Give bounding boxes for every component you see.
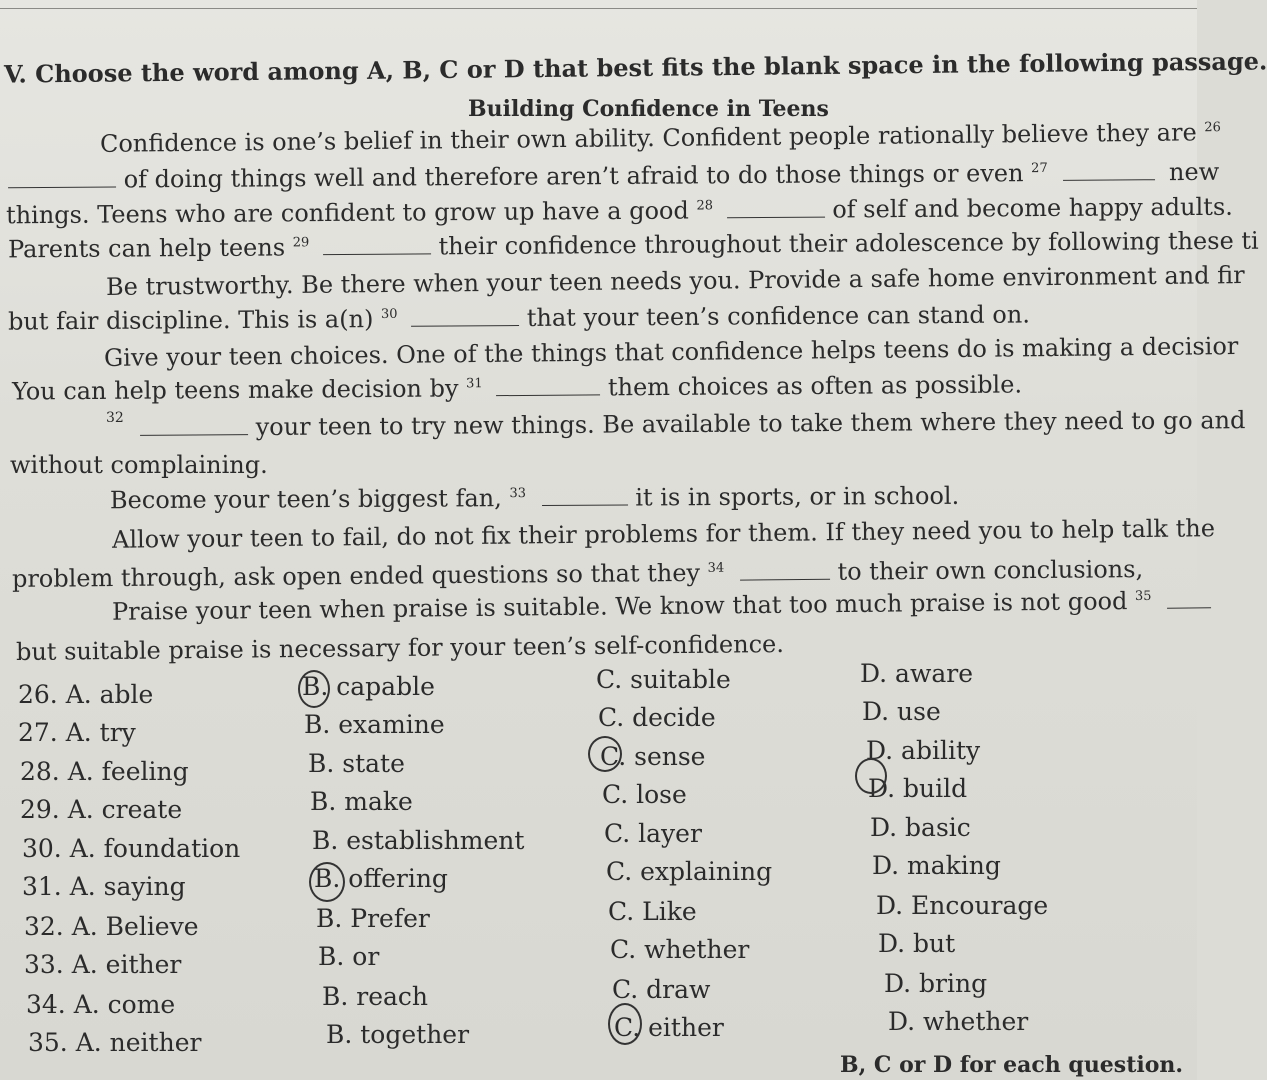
blank-31 — [496, 376, 600, 396]
passage-line-10: without complaining. — [10, 451, 268, 479]
question-31-option-c: C. explaining — [606, 857, 773, 886]
passage-line-7: Give your teen choices. One of the things that confidence helps teens do is making a decisior — [103, 332, 1239, 372]
passage-line-2: of doing things well and therefore aren’t afraid to do those things or even $^{27}$ new — [8, 158, 1219, 194]
blank-number-26: 26 — [1204, 120, 1221, 136]
question-34-option-a: 34. A. come — [26, 990, 176, 1019]
question-27-option-c: C. decide — [598, 703, 716, 732]
blank-28 — [727, 199, 825, 219]
passage-title: Building Confidence in Teens — [468, 96, 829, 122]
passage-line-15: but suitable praise is necessary for your teen’s self-confidence. — [15, 629, 785, 667]
question-27-option-a: 27. A. try — [18, 718, 136, 747]
blank-number-35: 35 — [1134, 588, 1152, 605]
blank-number-31: 31 — [466, 376, 483, 392]
instruction-footer: B, C or D for each question. — [840, 1052, 1184, 1078]
question-28-option-c: C. sense — [600, 742, 706, 771]
question-27-option-d: D. use — [862, 697, 941, 726]
question-31-option-d: D. making — [872, 851, 1001, 880]
question-29-option-c: C. lose — [602, 780, 687, 809]
passage-line-12: Allow your teen to fail, do not fix their problems for them. If they need you to help talk the — [111, 514, 1216, 554]
passage-line-8: You can help teens make decision by $^{31}$ them choices as often as possible. — [11, 370, 1023, 406]
question-29-option-a: 29. A. create — [20, 795, 183, 824]
blank-33 — [542, 487, 628, 506]
question-33-option-b: B. or — [318, 942, 380, 971]
question-26-option-b: B. capable — [302, 672, 435, 701]
passage-line-4: Parents can help teens $^{29}$ their confidence throughout their adolescence by following these ti — [7, 226, 1259, 264]
question-26-option-a: 26. A. able — [18, 680, 154, 709]
answer-circle-35 — [608, 1003, 642, 1045]
question-35-option-a: 35. A. neither — [28, 1028, 202, 1057]
question-28-option-a: 28. A. feeling — [20, 757, 189, 786]
question-29-option-d: D. build — [868, 774, 968, 803]
question-29-option-b: B. make — [310, 787, 413, 816]
question-33-option-c: C. whether — [610, 935, 750, 964]
question-26-option-d: D. aware — [860, 659, 974, 688]
question-35-option-d: D. whether — [888, 1007, 1029, 1036]
blank-number-27: 27 — [1031, 160, 1048, 177]
question-26-option-c: C. suitable — [596, 665, 731, 694]
question-35-option-b: B. together — [326, 1020, 470, 1049]
blank-number-29: 29 — [292, 235, 310, 251]
question-34-option-c: C. draw — [612, 975, 711, 1004]
blank-34 — [740, 561, 830, 581]
answer-circle-28 — [588, 736, 622, 772]
top-rule — [0, 8, 1197, 9]
answer-circle-26 — [298, 670, 330, 708]
blank-27 — [1063, 161, 1155, 181]
question-31-option-b: B. offering — [314, 864, 448, 893]
blank-number-32: 32 — [106, 410, 124, 426]
question-34-option-b: B. reach — [322, 982, 429, 1011]
question-30-option-d: D. basic — [870, 813, 971, 842]
passage-line-13: problem through, ask open ended questions so that they $^{34}$ to their own conclusions, — [11, 555, 1144, 593]
passage-line-1: Confidence is one’s belief in their own ability. Confident people rationally believe they are $^{26}$ — [99, 118, 1221, 158]
question-28-option-b: B. state — [308, 749, 405, 778]
passage-line-3: things. Teens who are confident to grow up have a good $^{28}$ of self and become happy adults. — [5, 192, 1233, 230]
question-32-option-a: 32. A. Believe — [24, 912, 199, 941]
question-30-option-a: 30. A. foundation — [22, 834, 241, 863]
blank-29 — [323, 235, 431, 255]
question-35-option-c: C. either — [614, 1013, 724, 1042]
blank-number-33: 33 — [509, 486, 527, 502]
answer-circle-31 — [309, 862, 345, 902]
passage-line-11: Become your teen’s biggest fan, $^{33}$ it is in sports, or in school. — [109, 481, 960, 515]
blank-35 — [1167, 589, 1211, 608]
question-33-option-a: 33. A. either — [24, 950, 182, 979]
question-31-option-a: 31. A. saying — [22, 872, 186, 901]
question-34-option-d: D. bring — [884, 969, 988, 998]
question-30-option-c: C. layer — [604, 819, 702, 848]
blank-32 — [140, 416, 248, 436]
question-32-option-b: B. Prefer — [316, 904, 430, 933]
question-27-option-b: B. examine — [304, 710, 445, 739]
question-32-option-d: D. Encourage — [876, 891, 1049, 920]
blank-26 — [8, 168, 116, 188]
question-32-option-c: C. Like — [608, 897, 697, 926]
blank-number-28: 28 — [696, 198, 714, 214]
passage-line-9: your teen to try new things. Be available to take them where they need to go and — [140, 406, 1246, 442]
blank-30 — [411, 307, 519, 327]
question-33-option-d: D. but — [878, 929, 956, 958]
passage-line-6: but fair discipline. This is a(n) $^{30}$ that your teen’s confidence can stand on. — [7, 300, 1031, 336]
question-28-option-d: D. ability — [866, 736, 981, 765]
answer-circle-29 — [855, 758, 887, 794]
question-30-option-b: B. establishment — [312, 826, 525, 855]
blank-number-30: 30 — [380, 306, 398, 322]
blank-number-34: 34 — [707, 560, 725, 576]
passage-line-14: Praise your teen when praise is suitable. We know that too much praise is not good $^{35}$ — [112, 586, 1211, 626]
section-heading: V. Choose the word among A, B, C or D that best fits the blank space in the following passage. — [3, 46, 1267, 89]
passage-line-5: Be trustworthy. Be there when your teen needs you. Provide a safe home environment and fir — [105, 261, 1245, 301]
